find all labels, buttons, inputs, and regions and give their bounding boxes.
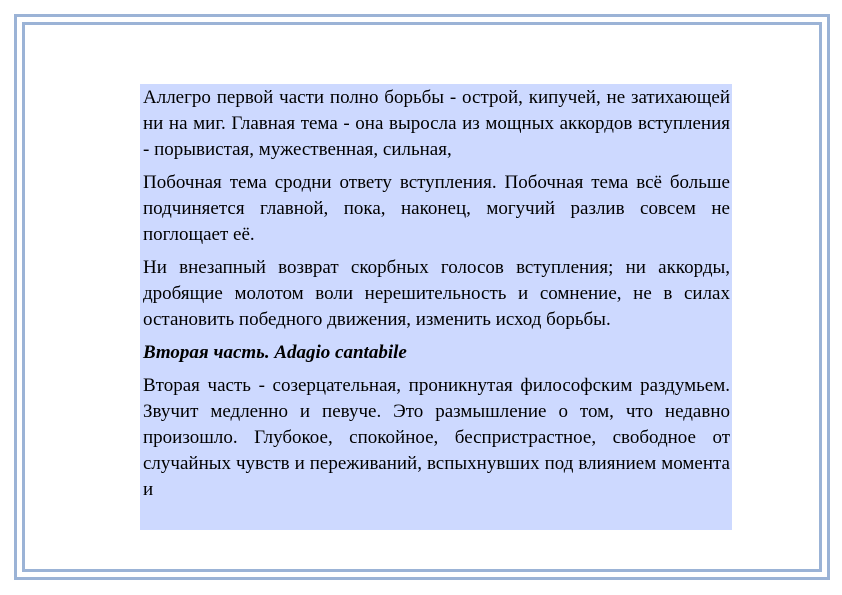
paragraph-secondary-theme: Побочная тема сродни ответу вступления. Побочная тема всё больше подчиняется главной, пока, наконец, могучий разлив совсем не поглощает её. xyxy=(143,172,730,245)
section-heading-second-part: Вторая часть. Adagio cantabile xyxy=(143,342,407,363)
paragraph-second-part: Вторая часть - созерцательная, проникнутая философским раздумьем. Звучит медленно и певуче. Это размышление о том, что недавно произошло. Глубокое, спокойное, беспристрастное, свободное от случайных чувств и переживаний, вспыхнувших под влиянием момента и xyxy=(143,375,730,500)
paragraph-sudden-return: Ни внезапный возврат скорбных голосов вступления; ни аккорды, дробящие молотом воли нерешительность и сомнение, не в силах остановить победного движения, изменить исход борьбы. xyxy=(143,257,730,330)
paragraph-allegro: Аллегро первой части полно борьбы - острой, кипучей, не затихающей ни на миг. Главная тема - она выросла из мощных аккордов вступления - порывистая, мужественная, сильная, xyxy=(143,87,730,160)
slide-text-block xyxy=(140,84,732,530)
